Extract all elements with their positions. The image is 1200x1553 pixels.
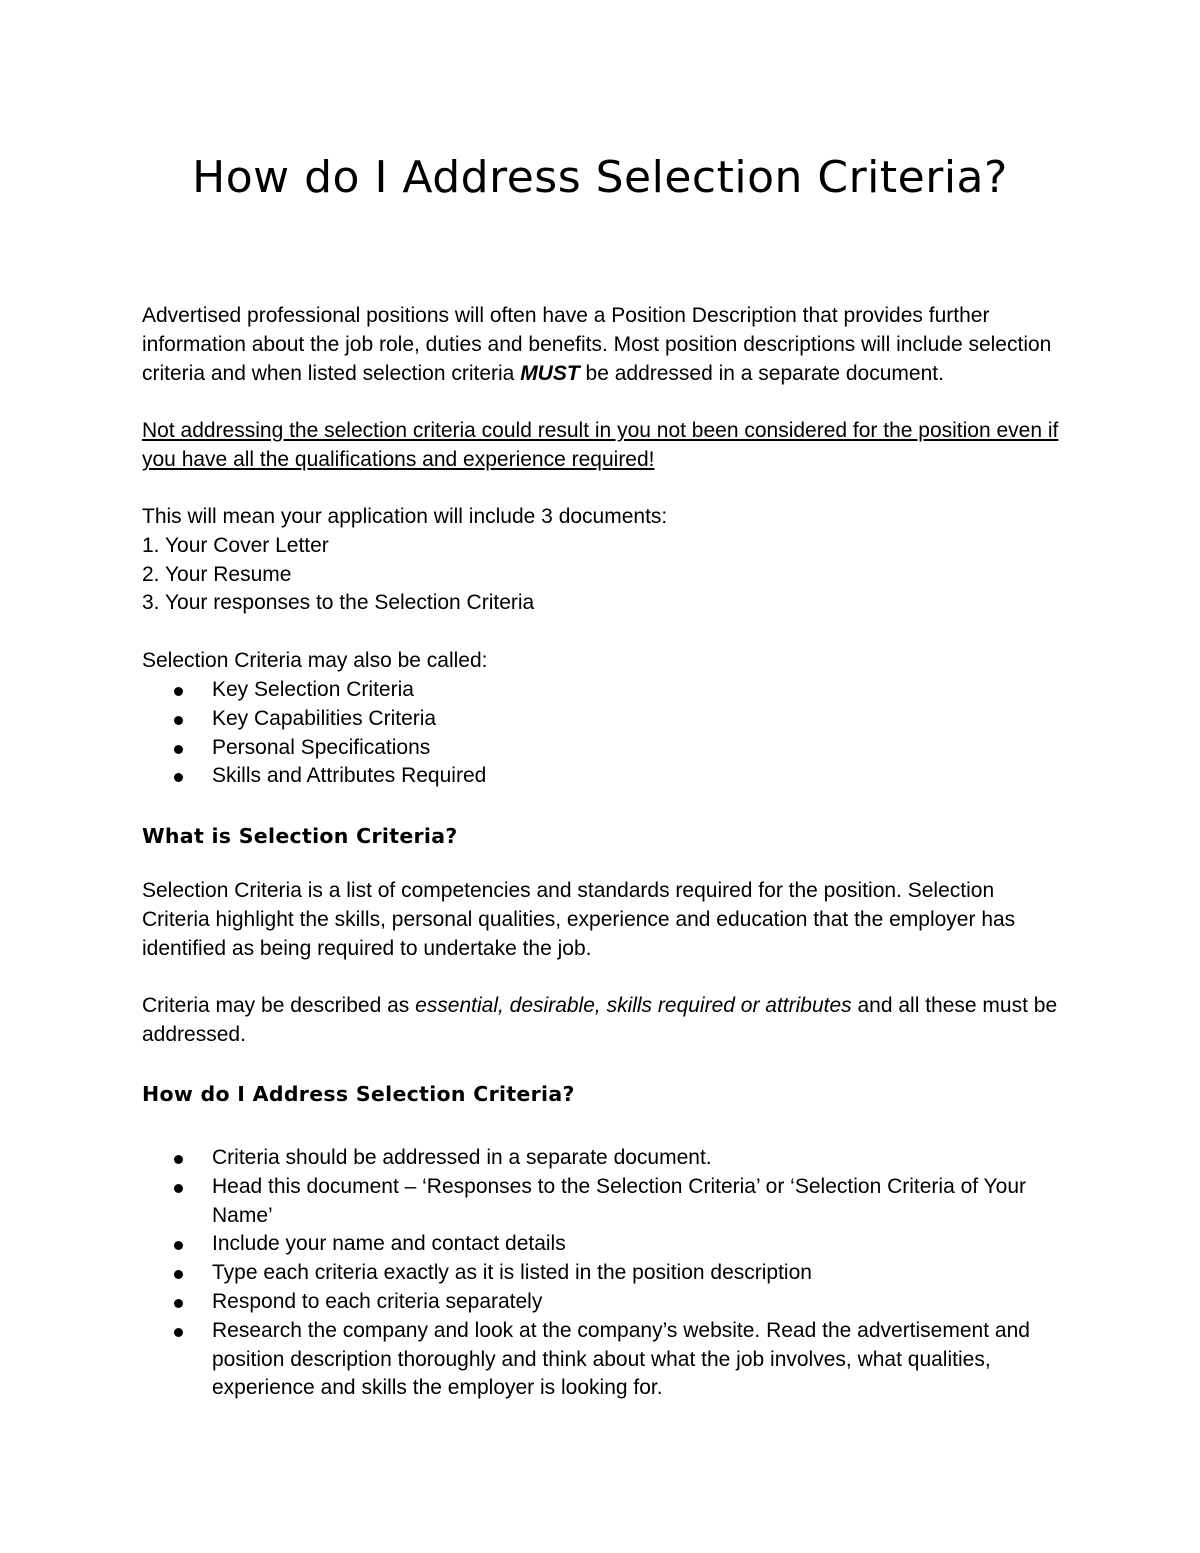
- bullet-icon: [174, 716, 183, 725]
- intro-paragraph: [142, 302, 1062, 388]
- how-list-item: Respond to each criteria separately: [142, 1288, 1062, 1317]
- aliases-list-item: Personal Specifications: [142, 734, 1062, 763]
- bullet-icon: [174, 745, 183, 754]
- documents-list-item: 3. Your responses to the Selection Criteria: [142, 591, 535, 615]
- page-title: How do I Address Selection Criteria?: [192, 152, 1008, 203]
- bullet-icon: [174, 1184, 183, 1193]
- aliases-lead: Selection Criteria may also be called:: [142, 649, 488, 672]
- how-list-item: Research the company and look at the company’s website. Read the advertisement and position description thoroughly and think about what the job involves, what qualities, experience and skills the employer is looking for.: [142, 1317, 1062, 1403]
- criteria-types-paragraph: Criteria may be described as essential, desirable, skills required or attributes and all these must be addressed.: [142, 994, 1058, 1046]
- bullet-icon: [174, 773, 183, 782]
- how-list-item: Type each criteria exactly as it is listed in the position description: [142, 1259, 1062, 1288]
- intro-text-end: be addressed in a separate document.: [579, 361, 944, 385]
- documents-section: [142, 503, 1062, 618]
- aliases-list: [142, 676, 1062, 791]
- how-list: [142, 1144, 1062, 1403]
- documents-list-item: 2. Your Resume: [142, 562, 292, 586]
- bullet-icon: [174, 1328, 183, 1337]
- criteria-types-italic: essential, desirable, skills required or attributes: [415, 994, 852, 1017]
- bullet-icon: [174, 1241, 183, 1250]
- intro-text: Advertised professional positions will often have a Position Description that provides further information about the job role, duties and benefits. Most position descriptions will include selection criteria and when listed selection criteria: [142, 304, 1052, 385]
- documents-list: [142, 532, 1062, 618]
- warning-paragraph: Not addressing the selection criteria could result in you not been considered for the position even if you have all the qualifications and experience required!: [142, 419, 1059, 471]
- what-paragraph: Selection Criteria is a list of competencies and standards required for the position. Selection Criteria highlight the skills, personal qualities, experience and education that the employer has identified as being required to undertake the job.: [142, 879, 1016, 960]
- bullet-icon: [174, 1299, 183, 1308]
- bullet-icon: [174, 1270, 183, 1279]
- aliases-list-item: Key Capabilities Criteria: [142, 705, 1062, 734]
- how-list-item: Criteria should be addressed in a separate document.: [142, 1144, 1062, 1173]
- how-list-item: Head this document – ‘Responses to the Selection Criteria’ or ‘Selection Criteria of Your Name’: [142, 1173, 1062, 1231]
- documents-lead: This will mean your application will include 3 documents:: [142, 505, 668, 528]
- bullet-icon: [174, 687, 183, 696]
- how-heading: How do I Address Selection Criteria?: [142, 1082, 575, 1106]
- what-heading: What is Selection Criteria?: [142, 824, 458, 848]
- aliases-list-item: Key Selection Criteria: [142, 676, 1062, 705]
- must-emphasis: MUST: [520, 361, 580, 385]
- how-list-item: Include your name and contact details: [142, 1230, 1062, 1259]
- aliases-list-item: Skills and Attributes Required: [142, 762, 1062, 791]
- documents-list-item: 1. Your Cover Letter: [142, 533, 329, 557]
- bullet-icon: [174, 1155, 183, 1164]
